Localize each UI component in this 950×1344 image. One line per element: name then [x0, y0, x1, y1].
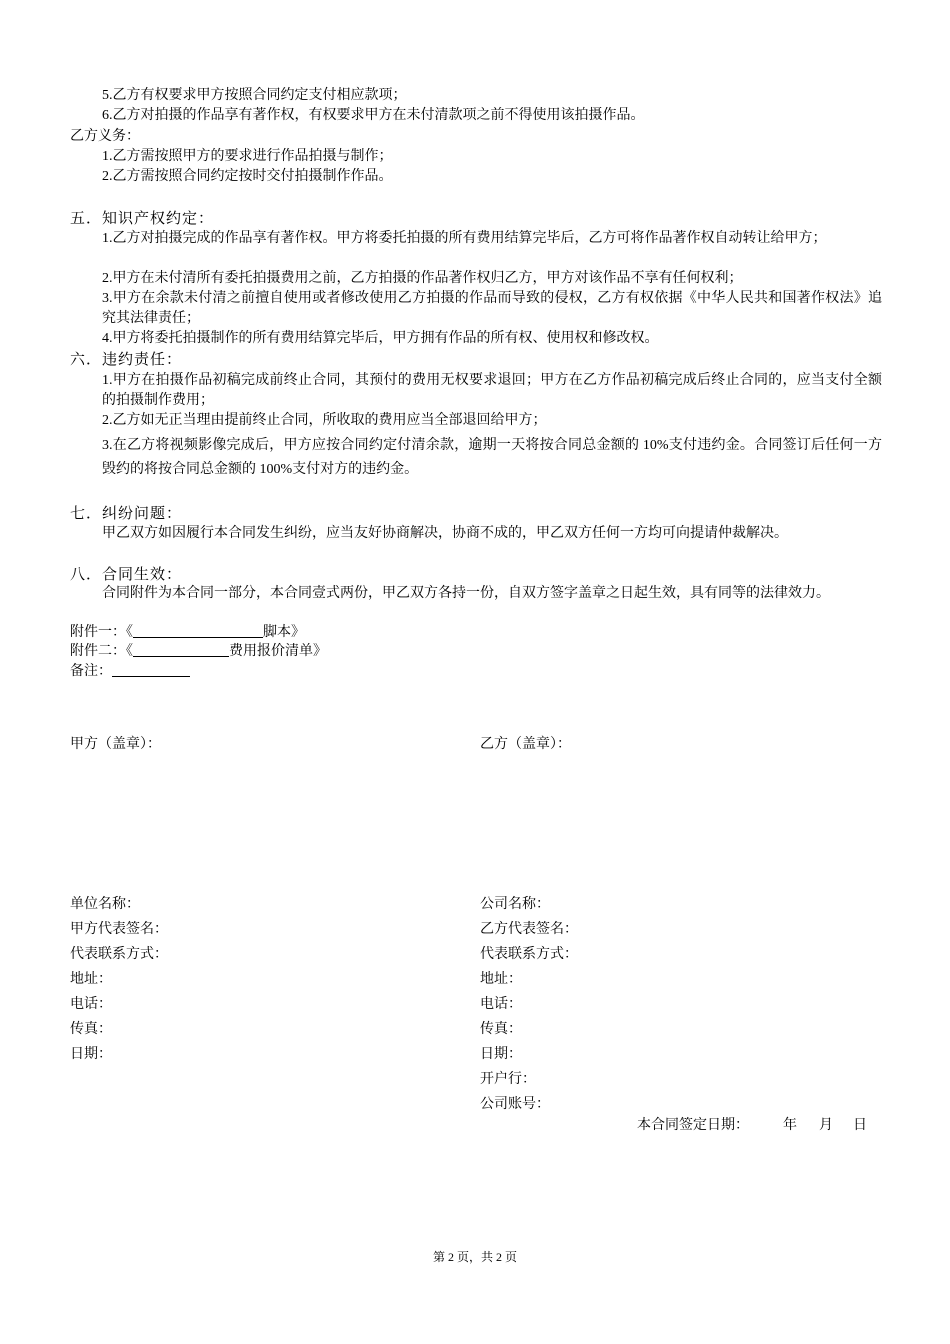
attachment-1-blank[interactable]: [133, 623, 263, 638]
section-6-item-1: 1.甲方在拍摄作品初稿完成前终止合同，其预付的费用无权要求退回；甲方在乙方作品初稿完成后终止合同的，应当支付全额的拍摄制作费用；: [102, 373, 882, 408]
party-a-field-fax: 传真：: [70, 1022, 112, 1037]
party-a-field-contact: 代表联系方式：: [70, 947, 168, 962]
sign-date-month: 月: [819, 1118, 833, 1133]
section-5-heading: 五．知识产权约定：: [70, 209, 215, 227]
party-b-seal: 乙方（盖章）：: [480, 737, 571, 752]
party-b-field-phone: 电话：: [480, 997, 522, 1012]
section-5-item-3: 3.甲方在余款未付清之前擅自使用或者修改使用乙方拍摄的作品而导致的侵权，乙方有权依据《中华人民共和国著作权法》追究其法律责任；: [102, 291, 882, 326]
section-6-item-3: 3.在乙方将视频影像完成后，甲方应按合同约定付清余款，逾期一天将按合同总金额的 10%支付违约金。合同签订后任何一方毁约的将按合同总金额的 100%支付对方的违约金。: [102, 438, 882, 477]
section-8-text: 合同附件为本合同一部分，本合同壹式两份，甲乙双方各持一份，自双方签字盖章之日起生效，具有同等的法律效力。: [102, 586, 830, 601]
contract-sign-date: [637, 1116, 867, 1136]
duties-b-item-2: 2.乙方需按照合同约定按时交付拍摄制作作品。: [102, 169, 393, 184]
duties-b-item-1: 1.乙方需按照甲方的要求进行作品拍摄与制作；: [102, 149, 393, 164]
section-7-text: 甲乙双方如因履行本合同发生纠纷，应当友好协商解决，协商不成的，甲乙双方任何一方均可向提请仲裁解决。: [102, 526, 788, 541]
party-a-field-date: 日期：: [70, 1047, 112, 1062]
party-b-field-company: 公司名称：: [480, 897, 550, 912]
sign-date-day: 日: [853, 1118, 867, 1133]
party-a-field-representative: 甲方代表签名：: [70, 922, 168, 937]
section-8-heading: 八．合同生效：: [70, 565, 183, 583]
remark: [70, 662, 190, 682]
section-5-item-1-text: 1.乙方对拍摄完成的作品享有著作权。甲方将委托拍摄的所有费用结算完毕后，乙方可将作品著作权自动转让给甲方；: [102, 231, 827, 246]
attachment-1-prefix: 附件一：《: [70, 625, 133, 640]
remark-blank[interactable]: [112, 662, 190, 677]
duties-b-title: 乙方义务：: [70, 129, 140, 144]
section-5-item-2: 2.甲方在未付清所有委托拍摄费用之前，乙方拍摄的作品著作权归乙方，甲方对该作品不享有任何权利；: [102, 271, 743, 286]
remark-label: 备注：: [70, 664, 112, 679]
attachment-1-suffix: 脚本》: [263, 625, 305, 640]
section-5-item-4: 4.甲方将委托拍摄制作的所有费用结算完毕后，甲方拥有作品的所有权、使用权和修改权。: [102, 331, 659, 346]
section-7-heading: 七．纠纷问题：: [70, 504, 183, 522]
party-b-field-address: 地址：: [480, 972, 522, 987]
attachment-2-suffix: 费用报价清单》: [229, 644, 327, 659]
attachment-2-blank[interactable]: [133, 642, 229, 657]
party-b-field-date: 日期：: [480, 1047, 522, 1062]
party-b-field-fax: 传真：: [480, 1022, 522, 1037]
rights-b-item-5: 5.乙方有权要求甲方按照合同约定支付相应款项；: [102, 88, 407, 103]
rights-b-item-6: 6.乙方对拍摄的作品享有著作权，有权要求甲方在未付清款项之前不得使用该拍摄作品。: [102, 108, 645, 123]
section-5-item-1: [102, 229, 882, 249]
party-a-seal: 甲方（盖章）：: [70, 737, 161, 752]
party-b-field-account: 公司账号：: [480, 1097, 550, 1112]
sign-date-year: 年: [783, 1118, 797, 1133]
section-6-item-2: 2.乙方如无正当理由提前终止合同，所收取的费用应当全部退回给甲方；: [102, 413, 547, 428]
party-a-field-company: 单位名称：: [70, 897, 140, 912]
section-6-heading: 六．违约责任：: [70, 350, 183, 368]
attachment-2-prefix: 附件二：《: [70, 644, 133, 659]
party-a-field-address: 地址：: [70, 972, 112, 987]
attachment-2: [70, 642, 327, 662]
attachment-1: [70, 623, 305, 643]
party-a-field-phone: 电话：: [70, 997, 112, 1012]
party-b-field-contact: 代表联系方式：: [480, 947, 578, 962]
page-footer: 第 2 页，共 2 页: [432, 1250, 517, 1264]
party-b-field-representative: 乙方代表签名：: [480, 922, 578, 937]
party-b-field-bank: 开户行：: [480, 1072, 536, 1087]
sign-date-label: 本合同签定日期：: [637, 1118, 749, 1133]
